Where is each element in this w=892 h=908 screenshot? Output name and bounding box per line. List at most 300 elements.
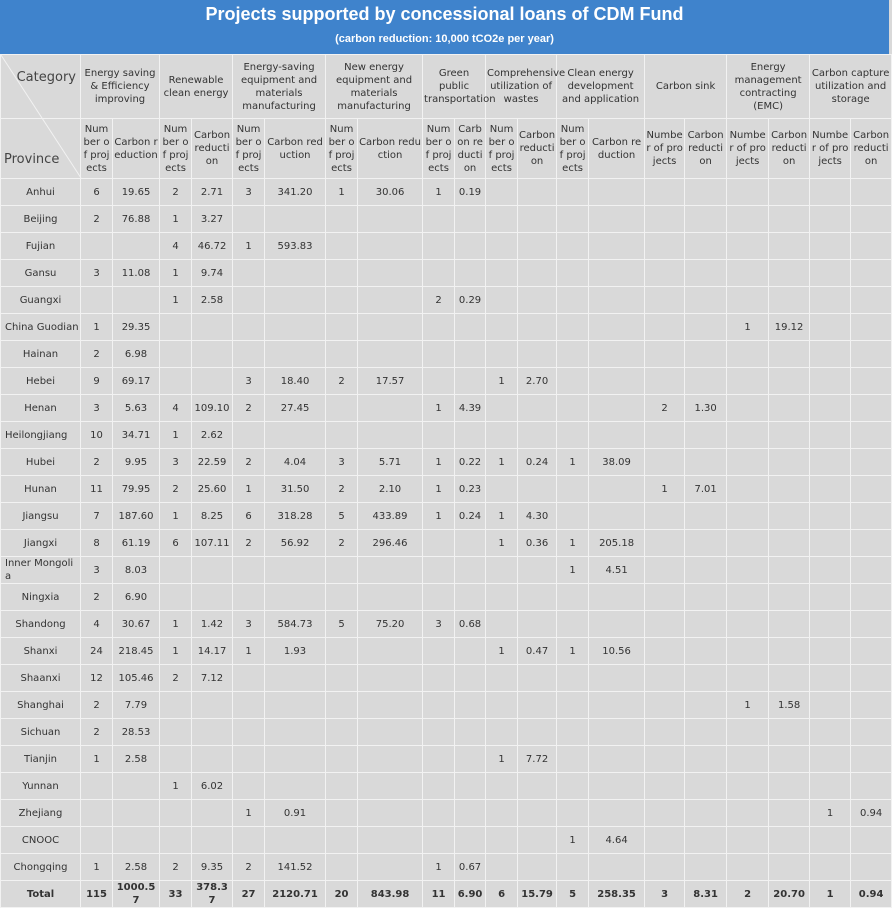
project-count-cell (727, 287, 769, 314)
project-count-cell (645, 260, 685, 287)
category-header: Clean energy development and application (557, 55, 645, 119)
project-count-cell (810, 611, 851, 638)
carbon-reduction-cell (851, 530, 892, 557)
carbon-reduction-cell: 1.30 (685, 395, 727, 422)
project-count-cell (810, 449, 851, 476)
carbon-reduction-cell (192, 368, 233, 395)
project-count-cell: 6 (486, 881, 518, 908)
carbon-reduction-cell (769, 368, 810, 395)
project-count-cell (810, 179, 851, 206)
carbon-reduction-cell (685, 449, 727, 476)
project-count-cell: 2 (160, 665, 192, 692)
province-cell: Gansu (1, 260, 81, 287)
project-count-cell: 2 (326, 368, 358, 395)
province-cell: Tianjin (1, 746, 81, 773)
carbon-reduction-cell: 30.67 (113, 611, 160, 638)
carbon-reduction-cell (358, 314, 423, 341)
carbon-reduction-cell: 4.39 (455, 395, 486, 422)
carbon-reduction-cell (358, 638, 423, 665)
project-count-cell: 1 (727, 692, 769, 719)
project-count-cell (486, 611, 518, 638)
carbon-reduction-header: Carbon reduction (113, 119, 160, 179)
project-count-cell (81, 233, 113, 260)
project-count-cell (557, 476, 589, 503)
project-count-cell (810, 719, 851, 746)
carbon-reduction-cell: 0.29 (455, 287, 486, 314)
carbon-reduction-cell: 75.20 (358, 611, 423, 638)
province-cell: Shanxi (1, 638, 81, 665)
project-count-cell (645, 341, 685, 368)
province-cell: China Guodian (1, 314, 81, 341)
project-count-cell (645, 665, 685, 692)
project-count-cell (326, 341, 358, 368)
project-count-cell: 1 (557, 638, 589, 665)
project-count-cell (326, 422, 358, 449)
total-row (1, 881, 892, 908)
carbon-reduction-cell: 2.10 (358, 476, 423, 503)
category-header: Energy management contracting (EMC) (727, 55, 810, 119)
province-cell: Hunan (1, 476, 81, 503)
project-count-cell (326, 233, 358, 260)
carbon-reduction-cell: 0.68 (455, 611, 486, 638)
carbon-reduction-cell (192, 827, 233, 854)
project-count-cell (645, 827, 685, 854)
carbon-reduction-cell (518, 206, 557, 233)
carbon-reduction-cell: 19.65 (113, 179, 160, 206)
project-count-cell: 8 (81, 530, 113, 557)
carbon-reduction-cell: 7.72 (518, 746, 557, 773)
table-row (1, 179, 892, 206)
carbon-reduction-cell (455, 233, 486, 260)
project-count-cell (645, 233, 685, 260)
project-count-cell: 1 (486, 530, 518, 557)
carbon-reduction-cell (685, 719, 727, 746)
carbon-reduction-cell (685, 530, 727, 557)
carbon-reduction-cell (769, 611, 810, 638)
project-count-cell: 1 (233, 476, 265, 503)
project-count-cell (557, 773, 589, 800)
project-count-cell (233, 557, 265, 584)
project-count-cell: 24 (81, 638, 113, 665)
project-count-cell: 1 (160, 206, 192, 233)
carbon-reduction-cell: 20.70 (769, 881, 810, 908)
project-count-cell: 1 (486, 503, 518, 530)
carbon-reduction-cell (685, 800, 727, 827)
carbon-reduction-cell (455, 341, 486, 368)
carbon-reduction-cell (192, 584, 233, 611)
project-count-cell (486, 422, 518, 449)
carbon-reduction-cell: 0.94 (851, 881, 892, 908)
project-count-cell (810, 476, 851, 503)
project-count-cell (645, 746, 685, 773)
number-of-projects-header: Number of projects (727, 119, 769, 179)
project-count-cell: 3 (423, 611, 455, 638)
project-count-cell (486, 827, 518, 854)
project-count-cell (727, 476, 769, 503)
carbon-reduction-cell (769, 665, 810, 692)
project-count-cell (423, 773, 455, 800)
table-row (1, 395, 892, 422)
project-count-cell (160, 584, 192, 611)
carbon-reduction-cell: 79.95 (113, 476, 160, 503)
carbon-reduction-cell: 29.35 (113, 314, 160, 341)
project-count-cell (645, 584, 685, 611)
project-count-cell (727, 557, 769, 584)
table-row (1, 503, 892, 530)
project-count-cell (727, 341, 769, 368)
carbon-reduction-cell (589, 206, 645, 233)
project-count-cell (486, 854, 518, 881)
project-count-cell (557, 584, 589, 611)
carbon-reduction-cell: 3.27 (192, 206, 233, 233)
carbon-reduction-cell (685, 854, 727, 881)
carbon-reduction-cell (265, 584, 326, 611)
project-count-cell: 2 (727, 881, 769, 908)
table-row (1, 341, 892, 368)
carbon-reduction-cell (455, 530, 486, 557)
carbon-reduction-cell (518, 287, 557, 314)
project-count-cell (645, 557, 685, 584)
carbon-reduction-cell: 2120.71 (265, 881, 326, 908)
carbon-reduction-cell (518, 422, 557, 449)
carbon-reduction-cell (589, 287, 645, 314)
carbon-reduction-cell (358, 260, 423, 287)
carbon-reduction-cell (769, 233, 810, 260)
project-count-cell: 3 (326, 449, 358, 476)
carbon-reduction-cell: 378.37 (192, 881, 233, 908)
project-count-cell (810, 503, 851, 530)
carbon-reduction-cell: 28.53 (113, 719, 160, 746)
project-count-cell (727, 179, 769, 206)
project-count-cell: 2 (81, 692, 113, 719)
carbon-reduction-cell (265, 314, 326, 341)
category-header: Energy saving & Efficiency improving (81, 55, 160, 119)
carbon-reduction-cell (518, 692, 557, 719)
project-count-cell: 4 (160, 395, 192, 422)
carbon-reduction-cell (265, 260, 326, 287)
table-row (1, 638, 892, 665)
carbon-reduction-cell (358, 341, 423, 368)
project-count-cell: 1 (486, 746, 518, 773)
project-count-cell: 3 (81, 395, 113, 422)
project-count-cell: 1 (160, 422, 192, 449)
project-count-cell (326, 827, 358, 854)
carbon-reduction-cell (769, 503, 810, 530)
carbon-reduction-cell (769, 260, 810, 287)
carbon-reduction-cell: 2.58 (113, 746, 160, 773)
project-count-cell (423, 233, 455, 260)
carbon-reduction-cell: 843.98 (358, 881, 423, 908)
project-count-cell (160, 368, 192, 395)
table-row (1, 827, 892, 854)
carbon-reduction-cell (589, 341, 645, 368)
project-count-cell: 2 (81, 206, 113, 233)
carbon-reduction-cell (589, 854, 645, 881)
carbon-reduction-cell (685, 665, 727, 692)
project-count-cell (810, 827, 851, 854)
province-cell: Yunnan (1, 773, 81, 800)
project-count-cell (557, 719, 589, 746)
project-count-cell (233, 206, 265, 233)
carbon-reduction-cell (851, 692, 892, 719)
carbon-reduction-cell: 1.93 (265, 638, 326, 665)
project-count-cell (233, 746, 265, 773)
carbon-reduction-cell: 4.04 (265, 449, 326, 476)
project-count-cell (160, 800, 192, 827)
carbon-reduction-cell (113, 827, 160, 854)
carbon-reduction-cell (455, 665, 486, 692)
table-row (1, 476, 892, 503)
province-cell: Hebei (1, 368, 81, 395)
carbon-reduction-cell: 318.28 (265, 503, 326, 530)
carbon-reduction-cell: 69.17 (113, 368, 160, 395)
project-count-cell: 9 (81, 368, 113, 395)
carbon-reduction-cell: 6.02 (192, 773, 233, 800)
carbon-reduction-cell (769, 557, 810, 584)
project-count-cell: 1 (486, 638, 518, 665)
project-count-cell: 2 (233, 854, 265, 881)
project-count-cell: 2 (81, 584, 113, 611)
carbon-reduction-cell (589, 665, 645, 692)
project-count-cell: 4 (160, 233, 192, 260)
project-count-cell (810, 638, 851, 665)
project-count-cell (727, 827, 769, 854)
project-count-cell (160, 719, 192, 746)
carbon-reduction-cell: 34.71 (113, 422, 160, 449)
carbon-reduction-cell (358, 584, 423, 611)
project-count-cell: 1 (160, 503, 192, 530)
province-cell: Hainan (1, 341, 81, 368)
project-count-cell: 10 (81, 422, 113, 449)
carbon-reduction-cell (685, 179, 727, 206)
carbon-reduction-cell: 11.08 (113, 260, 160, 287)
project-count-cell (233, 287, 265, 314)
carbon-reduction-cell (113, 287, 160, 314)
project-count-cell (810, 854, 851, 881)
carbon-reduction-cell (589, 395, 645, 422)
carbon-reduction-cell: 0.91 (265, 800, 326, 827)
carbon-reduction-cell: 0.94 (851, 800, 892, 827)
project-count-cell (486, 260, 518, 287)
table-row (1, 773, 892, 800)
project-count-cell (557, 233, 589, 260)
project-count-cell (810, 746, 851, 773)
carbon-reduction-cell (769, 773, 810, 800)
project-count-cell (423, 692, 455, 719)
project-count-cell (727, 638, 769, 665)
project-count-cell (486, 584, 518, 611)
carbon-reduction-cell (358, 692, 423, 719)
project-count-cell: 1 (160, 260, 192, 287)
project-count-cell (645, 449, 685, 476)
carbon-reduction-cell (685, 584, 727, 611)
project-count-cell (645, 530, 685, 557)
carbon-reduction-cell (455, 314, 486, 341)
project-count-cell (727, 773, 769, 800)
carbon-reduction-cell: 0.23 (455, 476, 486, 503)
carbon-reduction-header: Carbon reduction (265, 119, 326, 179)
carbon-reduction-cell: 187.60 (113, 503, 160, 530)
project-count-cell (326, 854, 358, 881)
carbon-reduction-cell (685, 287, 727, 314)
project-count-cell: 1 (233, 638, 265, 665)
carbon-reduction-cell: 7.79 (113, 692, 160, 719)
project-count-cell: 5 (326, 611, 358, 638)
carbon-reduction-cell: 141.52 (265, 854, 326, 881)
project-count-cell (810, 557, 851, 584)
project-count-cell (233, 341, 265, 368)
project-count-cell: 3 (81, 557, 113, 584)
project-count-cell (810, 773, 851, 800)
project-count-cell (423, 800, 455, 827)
carbon-reduction-cell (769, 341, 810, 368)
project-count-cell (557, 854, 589, 881)
carbon-reduction-cell (589, 314, 645, 341)
carbon-reduction-cell: 258.35 (589, 881, 645, 908)
project-count-cell (727, 746, 769, 773)
carbon-reduction-cell (192, 341, 233, 368)
carbon-reduction-cell (358, 854, 423, 881)
project-count-cell (486, 773, 518, 800)
carbon-reduction-cell: 27.45 (265, 395, 326, 422)
category-header: Green public transportation (423, 55, 486, 119)
project-count-cell: 7 (81, 503, 113, 530)
project-count-cell (557, 206, 589, 233)
carbon-reduction-cell (265, 341, 326, 368)
carbon-reduction-cell (358, 746, 423, 773)
project-count-cell: 1 (81, 854, 113, 881)
project-count-cell (727, 854, 769, 881)
project-count-cell: 3 (233, 611, 265, 638)
carbon-reduction-cell (769, 530, 810, 557)
number-of-projects-header: Number of projects (557, 119, 589, 179)
carbon-reduction-header: Carbon reduction (358, 119, 423, 179)
carbon-reduction-cell (192, 557, 233, 584)
carbon-reduction-cell (589, 476, 645, 503)
project-count-cell: 3 (81, 260, 113, 287)
carbon-reduction-header: Carbon reduction (455, 119, 486, 179)
project-count-cell (557, 341, 589, 368)
project-count-cell (486, 557, 518, 584)
project-count-cell: 1 (160, 611, 192, 638)
carbon-reduction-header: Carbon reduction (769, 119, 810, 179)
project-count-cell (810, 287, 851, 314)
carbon-reduction-cell (589, 584, 645, 611)
project-count-cell (645, 773, 685, 800)
carbon-reduction-cell (851, 341, 892, 368)
carbon-reduction-cell (851, 665, 892, 692)
carbon-reduction-cell (518, 584, 557, 611)
table-row (1, 719, 892, 746)
project-count-cell: 2 (423, 287, 455, 314)
number-of-projects-header: Number of projects (486, 119, 518, 179)
project-count-cell: 1 (810, 881, 851, 908)
project-count-cell: 11 (423, 881, 455, 908)
province-axis-label: Province (4, 152, 60, 167)
carbon-reduction-cell (455, 800, 486, 827)
project-count-cell (557, 260, 589, 287)
project-count-cell: 1 (423, 179, 455, 206)
project-count-cell (326, 800, 358, 827)
carbon-reduction-cell (518, 314, 557, 341)
carbon-reduction-cell: 205.18 (589, 530, 645, 557)
carbon-reduction-cell: 5.71 (358, 449, 423, 476)
project-count-cell (557, 665, 589, 692)
project-count-cell (557, 746, 589, 773)
project-count-cell (486, 476, 518, 503)
project-count-cell (486, 314, 518, 341)
carbon-reduction-cell (685, 611, 727, 638)
carbon-reduction-cell: 4.51 (589, 557, 645, 584)
carbon-reduction-cell (455, 557, 486, 584)
carbon-reduction-cell (589, 179, 645, 206)
project-count-cell (423, 368, 455, 395)
project-count-cell: 1 (557, 530, 589, 557)
project-count-cell (727, 665, 769, 692)
project-count-cell (557, 422, 589, 449)
carbon-reduction-cell (518, 476, 557, 503)
project-count-cell (727, 530, 769, 557)
number-of-projects-header: Number of projects (81, 119, 113, 179)
carbon-reduction-cell (685, 260, 727, 287)
table-header-banner (0, 0, 889, 54)
project-count-cell: 2 (645, 395, 685, 422)
project-count-cell (486, 800, 518, 827)
project-count-cell (423, 557, 455, 584)
carbon-reduction-cell: 1000.57 (113, 881, 160, 908)
carbon-reduction-cell (358, 827, 423, 854)
province-cell: Total (1, 881, 81, 908)
project-count-cell: 5 (557, 881, 589, 908)
carbon-reduction-header: Carbon reduction (851, 119, 892, 179)
carbon-reduction-cell: 105.46 (113, 665, 160, 692)
table-row (1, 233, 892, 260)
project-count-cell (557, 395, 589, 422)
carbon-reduction-cell (685, 233, 727, 260)
project-count-cell: 12 (81, 665, 113, 692)
project-count-cell (810, 395, 851, 422)
carbon-reduction-cell (518, 395, 557, 422)
project-count-cell (326, 719, 358, 746)
carbon-reduction-cell (192, 314, 233, 341)
carbon-reduction-cell (358, 206, 423, 233)
carbon-reduction-cell: 0.47 (518, 638, 557, 665)
project-count-cell: 1 (233, 800, 265, 827)
carbon-reduction-cell (518, 665, 557, 692)
carbon-reduction-cell: 6.90 (455, 881, 486, 908)
carbon-reduction-cell (265, 665, 326, 692)
carbon-reduction-cell (455, 692, 486, 719)
carbon-reduction-cell (685, 746, 727, 773)
carbon-reduction-cell (851, 287, 892, 314)
project-count-cell: 1 (423, 476, 455, 503)
project-count-cell (423, 530, 455, 557)
project-count-cell (486, 179, 518, 206)
project-count-cell: 2 (233, 395, 265, 422)
carbon-reduction-cell: 0.36 (518, 530, 557, 557)
carbon-reduction-cell: 9.95 (113, 449, 160, 476)
carbon-reduction-cell (769, 638, 810, 665)
carbon-reduction-cell: 593.83 (265, 233, 326, 260)
carbon-reduction-cell (769, 827, 810, 854)
carbon-reduction-cell (265, 746, 326, 773)
number-of-projects-header: Number of projects (645, 119, 685, 179)
province-header-spacer (1, 119, 81, 179)
project-count-cell (233, 827, 265, 854)
province-cell: Shandong (1, 611, 81, 638)
project-count-cell: 6 (81, 179, 113, 206)
project-count-cell (727, 800, 769, 827)
